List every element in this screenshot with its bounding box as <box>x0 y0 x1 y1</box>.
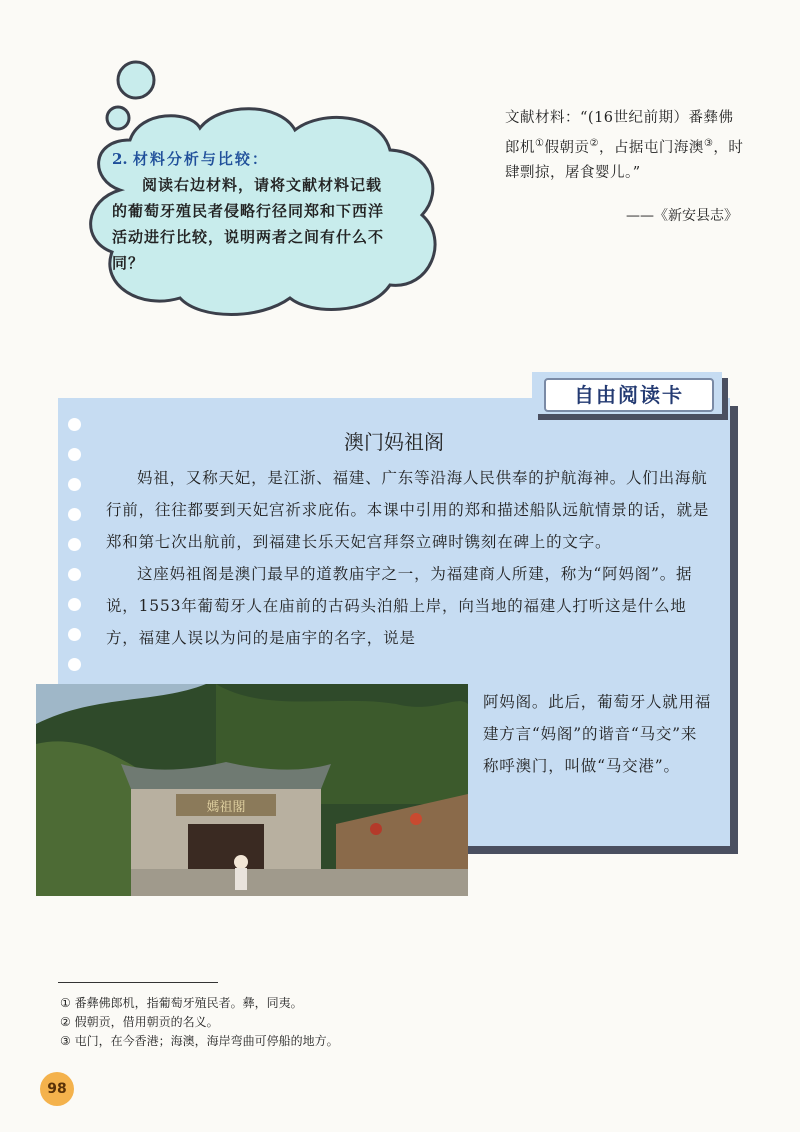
binder-hole <box>68 478 81 491</box>
binder-hole <box>68 598 81 611</box>
reading-card-tab <box>532 372 722 414</box>
activity-number: 2. <box>112 150 128 168</box>
photo-plaque-text: 媽祖閣 <box>206 800 246 815</box>
reading-card-tab-label: 自由阅读卡 <box>544 378 714 412</box>
quote-source: ——《新安县志》 <box>626 208 738 224</box>
paragraph-continuation: 阿妈阁。此后，葡萄牙人就用福建方言“妈阁”的谐音“马交”来称呼澳门，叫做“马交港”。 <box>483 693 712 775</box>
binder-hole <box>68 628 81 641</box>
footnotes <box>60 994 339 1051</box>
quote-seg: ，时肆剽掠，屠食婴儿。” <box>505 139 744 181</box>
binder-hole <box>68 538 81 551</box>
binder-hole <box>68 658 81 671</box>
paragraph: 妈祖，又称天妃，是江浙、福建、广东等沿海人民供奉的护航海神。人们出海航行前，往往都要到天妃宫祈求庇佑。本课中引用的郑和描述船队远航情景的话，就是郑和第七次出航前，到福建长乐天妃宫拜祭立碑时镌刻在碑上的文字。 <box>106 469 710 551</box>
activity-body: 阅读右边材料，请将文献材料记载的葡萄牙殖民者侵略行径同郑和下西洋活动进行比较，说明两者之间有什么不同？ <box>112 176 385 272</box>
reading-card-body <box>106 462 710 654</box>
page-number: 98 <box>40 1072 74 1106</box>
paragraph: 这座妈祖阁是澳门最早的道教庙宇之一，为福建商人所建，称为“阿妈阁”。据说，1553年葡萄牙人在庙前的古码头泊船上岸，向当地的福建人打听这是什么地方，福建人误以为问的是庙宇的名字，说是 <box>106 565 693 647</box>
footnote: ① 番彝佛郎机，指葡萄牙殖民者。彝，同夷。 <box>60 996 303 1010</box>
binder-hole <box>68 568 81 581</box>
quote-footnote-mark: ② <box>589 138 599 149</box>
activity-title <box>112 146 397 172</box>
binder-hole <box>68 508 81 521</box>
footnote: ② 假朝贡，借用朝贡的名义。 <box>60 1015 219 1029</box>
quote-seg: 文献材料：“(16世纪前期）番彝佛郎机 <box>505 110 734 156</box>
footnote: ③ 屯门，在今香港；海澳，海岸弯曲可停船的地方。 <box>60 1034 339 1048</box>
activity-prompt <box>112 146 397 276</box>
quote-seg: 假朝贡 <box>544 139 590 156</box>
document-quote <box>505 106 747 186</box>
quote-footnote-mark: ① <box>535 138 545 149</box>
footnote-divider <box>58 982 218 983</box>
reading-card-title: 澳门妈祖阁 <box>344 430 444 454</box>
temple-photo <box>36 684 468 896</box>
quote-seg: ，占据屯门海澳 <box>598 139 704 156</box>
activity-title-text: 材料分析与比较： <box>132 150 269 168</box>
quote-footnote-mark: ③ <box>703 138 714 149</box>
